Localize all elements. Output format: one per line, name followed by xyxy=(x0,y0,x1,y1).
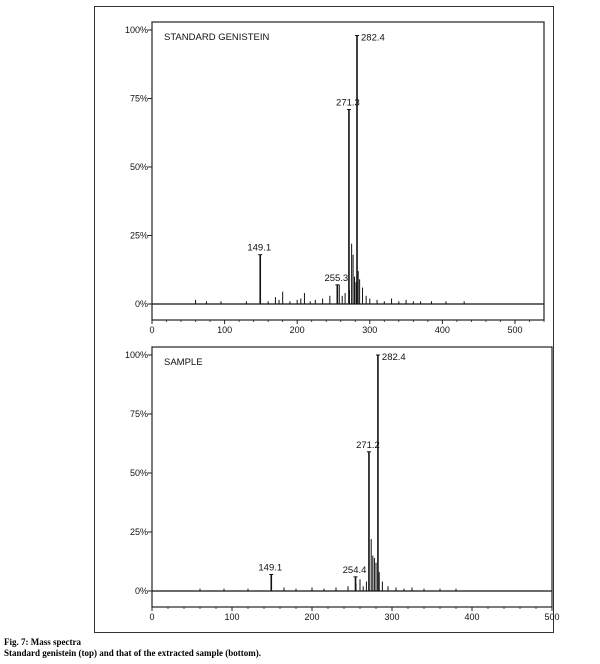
y-tick-label: 25% xyxy=(129,527,148,537)
x-tick-label: 200 xyxy=(304,612,320,622)
peak-label: 149.1 xyxy=(258,562,283,574)
figure-caption-text: Standard genistein (top) and that of the extracted sample (bottom). xyxy=(4,648,261,658)
y-tick-label: 50% xyxy=(129,468,148,478)
peak-label: 271.3 xyxy=(336,97,360,109)
peak-label: 149.1 xyxy=(247,242,272,254)
x-tick-label: 200 xyxy=(289,325,305,335)
x-tick-label: 100 xyxy=(224,612,240,622)
y-tick-label: 100% xyxy=(124,350,148,360)
x-tick-label: 300 xyxy=(384,612,400,622)
standard-genistein-plot xyxy=(125,22,544,335)
y-tick-label: 75% xyxy=(129,93,148,104)
peak-label: 254.4 xyxy=(342,564,367,576)
plot-title: STANDARD GENISTEIN xyxy=(164,32,270,43)
x-tick-label: 400 xyxy=(464,612,480,622)
plot-title: SAMPLE xyxy=(164,357,203,368)
peak-label: 255.3 xyxy=(324,272,349,284)
x-tick-label: 500 xyxy=(507,325,523,335)
x-tick-label: 500 xyxy=(544,612,560,622)
figure-caption-title: Fig. 7: Mass spectra xyxy=(4,637,81,647)
y-tick-label: 0% xyxy=(134,299,148,309)
y-tick-label: 0% xyxy=(134,586,148,596)
x-tick-label: 100 xyxy=(217,325,233,335)
sample-plot xyxy=(125,347,560,622)
peak-label: 282.4 xyxy=(381,352,406,363)
x-tick-label: 400 xyxy=(434,325,450,335)
y-tick-label: 25% xyxy=(129,230,148,241)
y-tick-label: 100% xyxy=(124,25,148,35)
x-tick-label: 0 xyxy=(149,612,155,622)
y-tick-label: 75% xyxy=(129,409,148,419)
y-tick-label: 50% xyxy=(129,162,148,172)
x-tick-label: 0 xyxy=(149,325,155,335)
peak-label: 271.2 xyxy=(356,439,380,451)
x-tick-label: 300 xyxy=(362,325,378,335)
peak-label: 282.4 xyxy=(361,32,385,44)
